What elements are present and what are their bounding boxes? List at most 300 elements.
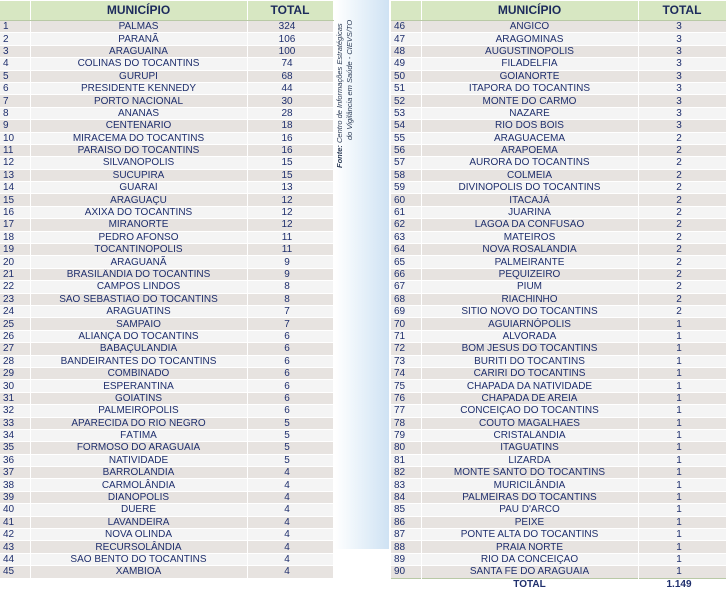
municipality-name: ALVORADA xyxy=(421,330,638,342)
table-row xyxy=(391,541,726,553)
row-number: 22 xyxy=(0,281,30,293)
row-number: 29 xyxy=(0,367,30,379)
municipality-name: LAVANDEIRA xyxy=(30,516,247,528)
row-total: 4 xyxy=(247,491,333,503)
row-number: 17 xyxy=(0,219,30,231)
municipality-name: PALMEIRÓPOLIS xyxy=(30,405,247,417)
row-number: 57 xyxy=(391,157,421,169)
row-number: 74 xyxy=(391,367,421,379)
municipality-name: FILADÉLFIA xyxy=(421,58,638,70)
total-header: TOTAL xyxy=(247,1,333,21)
row-total: 6 xyxy=(247,343,333,355)
municipality-name: BANDEIRANTES DO TOCANTINS xyxy=(30,355,247,367)
table-row xyxy=(391,95,726,107)
row-number: 25 xyxy=(0,318,30,330)
row-number: 55 xyxy=(391,132,421,144)
municipality-name: MONTE SANTO DO TOCANTINS xyxy=(421,467,638,479)
table-row xyxy=(0,417,333,429)
table-row xyxy=(391,429,726,441)
row-total: 15 xyxy=(247,169,333,181)
municipality-name: PAU D'ARCO xyxy=(421,504,638,516)
table-body-right xyxy=(391,21,726,579)
row-number: 69 xyxy=(391,305,421,317)
table-row xyxy=(0,318,333,330)
table-row xyxy=(0,330,333,342)
row-number: 42 xyxy=(0,529,30,541)
row-number: 86 xyxy=(391,516,421,528)
table-row xyxy=(0,206,333,218)
municipality-name: AXIXÁ DO TOCANTINS xyxy=(30,206,247,218)
municipality-name: SAMPAIO xyxy=(30,318,247,330)
row-number: 63 xyxy=(391,231,421,243)
table-row xyxy=(0,120,333,132)
row-number: 10 xyxy=(0,132,30,144)
table-row xyxy=(391,157,726,169)
table-row xyxy=(391,305,726,317)
municipality-name: CHAPADA DA NATIVIDADE xyxy=(421,380,638,392)
row-total: 7 xyxy=(247,318,333,330)
municipality-name: NOVA ROSALÂNDIA xyxy=(421,244,638,256)
table-row xyxy=(0,293,333,305)
table-row xyxy=(0,392,333,404)
row-number: 84 xyxy=(391,491,421,503)
municipio-header: MUNICÍPIO xyxy=(421,1,638,21)
row-number: 39 xyxy=(0,491,30,503)
row-total: 106 xyxy=(247,33,333,45)
row-number: 81 xyxy=(391,454,421,466)
row-total: 4 xyxy=(247,504,333,516)
municipality-table-right xyxy=(391,0,726,590)
source-text-1: Centro de Informações Estratégicas xyxy=(335,23,344,143)
municipality-name: PEIXE xyxy=(421,516,638,528)
table-row xyxy=(0,281,333,293)
row-number: 19 xyxy=(0,244,30,256)
municipality-name: PRAIA NORTE xyxy=(421,541,638,553)
row-number: 36 xyxy=(0,454,30,466)
municipality-name: ARAGUATINS xyxy=(30,305,247,317)
total-label: TOTAL xyxy=(421,578,638,590)
row-number: 37 xyxy=(0,467,30,479)
table-row xyxy=(391,380,726,392)
municipality-name: PRESIDENTE KENNEDY xyxy=(30,82,247,94)
row-total: 2 xyxy=(638,268,726,280)
row-number: 79 xyxy=(391,429,421,441)
row-total: 1 xyxy=(638,454,726,466)
row-total: 6 xyxy=(247,330,333,342)
row-total: 5 xyxy=(247,454,333,466)
row-total: 2 xyxy=(638,182,726,194)
row-number: 56 xyxy=(391,144,421,156)
table-row xyxy=(0,33,333,45)
row-total: 12 xyxy=(247,194,333,206)
row-number: 20 xyxy=(0,256,30,268)
row-number: 2 xyxy=(0,33,30,45)
row-total: 3 xyxy=(638,95,726,107)
table-row xyxy=(0,244,333,256)
table-row xyxy=(0,256,333,268)
row-number: 50 xyxy=(391,70,421,82)
table-row xyxy=(391,516,726,528)
row-number: 38 xyxy=(0,479,30,491)
municipality-name: BRASILÂNDIA DO TOCANTINS xyxy=(30,268,247,280)
municipality-name: SUCUPIRA xyxy=(30,169,247,181)
municipality-name: LAGOA DA CONFUSÃO xyxy=(421,219,638,231)
table-row xyxy=(391,566,726,578)
row-total: 2 xyxy=(638,144,726,156)
row-total: 9 xyxy=(247,256,333,268)
row-number: 66 xyxy=(391,268,421,280)
row-number: 43 xyxy=(0,541,30,553)
row-total: 4 xyxy=(247,566,333,578)
row-total: 5 xyxy=(247,442,333,454)
municipality-name: COLMEIA xyxy=(421,169,638,181)
row-total: 2 xyxy=(638,281,726,293)
source-line-1 xyxy=(335,0,345,168)
row-number: 44 xyxy=(0,553,30,565)
table-body-left xyxy=(0,21,333,578)
table-row xyxy=(391,231,726,243)
table-row xyxy=(0,169,333,181)
row-number: 82 xyxy=(391,467,421,479)
table-row xyxy=(391,107,726,119)
municipality-name: PIUM xyxy=(421,281,638,293)
row-total: 1 xyxy=(638,429,726,441)
row-total: 1 xyxy=(638,355,726,367)
index-header xyxy=(391,1,421,21)
table-row xyxy=(391,454,726,466)
total-header: TOTAL xyxy=(638,1,726,21)
source-line-2: do Vigilância em Saúde - CIEVS/TO xyxy=(345,19,354,140)
row-number: 12 xyxy=(0,157,30,169)
row-total: 1 xyxy=(638,343,726,355)
table-row xyxy=(391,70,726,82)
row-number: 71 xyxy=(391,330,421,342)
row-number: 15 xyxy=(0,194,30,206)
municipality-name: ITACAJÁ xyxy=(421,194,638,206)
row-total: 3 xyxy=(638,33,726,45)
row-number: 28 xyxy=(0,355,30,367)
municipality-name: NOVA OLINDA xyxy=(30,529,247,541)
table-row xyxy=(0,454,333,466)
municipality-name: BABAÇULÂNDIA xyxy=(30,343,247,355)
row-total: 6 xyxy=(247,392,333,404)
table-row xyxy=(391,330,726,342)
table-row xyxy=(0,380,333,392)
row-total: 3 xyxy=(638,70,726,82)
table-row xyxy=(0,405,333,417)
row-total: 44 xyxy=(247,82,333,94)
municipality-name: AUGUSTINÓPOLIS xyxy=(421,45,638,57)
municipality-name: ANGICO xyxy=(421,21,638,33)
row-number: 18 xyxy=(0,231,30,243)
row-number: 33 xyxy=(0,417,30,429)
row-total: 4 xyxy=(247,529,333,541)
row-number: 58 xyxy=(391,169,421,181)
index-header xyxy=(0,1,30,21)
table-row xyxy=(391,367,726,379)
row-number: 8 xyxy=(0,107,30,119)
row-total: 1 xyxy=(638,318,726,330)
table-row xyxy=(0,182,333,194)
row-number: 73 xyxy=(391,355,421,367)
table-row xyxy=(0,45,333,57)
municipality-name: CARIRI DO TOCANTINS xyxy=(421,367,638,379)
row-total: 3 xyxy=(638,21,726,33)
municipality-name: SANTA FÉ DO ARAGUAIA xyxy=(421,566,638,578)
table-row xyxy=(0,305,333,317)
row-total: 2 xyxy=(638,256,726,268)
table-row xyxy=(0,553,333,565)
row-number: 24 xyxy=(0,305,30,317)
row-number: 21 xyxy=(0,268,30,280)
municipality-name: MIRACEMA DO TOCANTINS xyxy=(30,132,247,144)
row-total: 30 xyxy=(247,95,333,107)
row-number: 14 xyxy=(0,182,30,194)
row-total: 4 xyxy=(247,516,333,528)
municipality-name: ARAGUAÇU xyxy=(30,194,247,206)
table-row xyxy=(0,566,333,578)
municipality-name: BARROLÂNDIA xyxy=(30,467,247,479)
row-number: 46 xyxy=(391,21,421,33)
municipality-name: ESPERANTINA xyxy=(30,380,247,392)
table-header-row xyxy=(0,1,333,21)
row-total: 1 xyxy=(638,442,726,454)
municipality-name: RIACHINHO xyxy=(421,293,638,305)
municipality-name: GOIATINS xyxy=(30,392,247,404)
municipality-name: ITAGUATINS xyxy=(421,442,638,454)
row-total: 4 xyxy=(247,479,333,491)
municipality-name: MURICILÂNDIA xyxy=(421,479,638,491)
row-total: 1 xyxy=(638,566,726,578)
municipio-header: MUNICÍPIO xyxy=(30,1,247,21)
row-number: 40 xyxy=(0,504,30,516)
table-row xyxy=(391,244,726,256)
table-row xyxy=(0,82,333,94)
row-total: 1 xyxy=(638,417,726,429)
table-row xyxy=(391,194,726,206)
municipality-name: PARANÃ xyxy=(30,33,247,45)
table-row xyxy=(391,442,726,454)
table-row xyxy=(391,529,726,541)
table-row xyxy=(0,268,333,280)
municipality-name: ARAGUAÍNA xyxy=(30,45,247,57)
row-total: 2 xyxy=(638,305,726,317)
municipality-name: FORMOSO DO ARAGUAIA xyxy=(30,442,247,454)
row-total: 11 xyxy=(247,244,333,256)
row-total: 1 xyxy=(638,467,726,479)
municipality-name: PORTO NACIONAL xyxy=(30,95,247,107)
row-total: 12 xyxy=(247,219,333,231)
row-total: 8 xyxy=(247,293,333,305)
table-row xyxy=(0,231,333,243)
municipality-name: LIZARDA xyxy=(421,454,638,466)
municipality-name: AURORA DO TOCANTINS xyxy=(421,157,638,169)
table-row xyxy=(0,144,333,156)
row-total: 3 xyxy=(638,82,726,94)
row-number: 48 xyxy=(391,45,421,57)
row-total: 5 xyxy=(247,417,333,429)
table-row xyxy=(391,392,726,404)
municipality-name: DUERÉ xyxy=(30,504,247,516)
row-total: 1 xyxy=(638,516,726,528)
municipality-name: PONTE ALTA DO TOCANTINS xyxy=(421,529,638,541)
municipality-name: DIVINÓPOLIS DO TOCANTINS xyxy=(421,182,638,194)
row-number: 11 xyxy=(0,144,30,156)
municipality-name: CRISTALÂNDIA xyxy=(421,429,638,441)
row-number: 83 xyxy=(391,479,421,491)
table-row xyxy=(391,467,726,479)
municipality-name: ALIANÇA DO TOCANTINS xyxy=(30,330,247,342)
table-row xyxy=(391,553,726,565)
row-number: 31 xyxy=(0,392,30,404)
municipality-name: CONCEIÇÃO DO TOCANTINS xyxy=(421,405,638,417)
row-total: 8 xyxy=(247,281,333,293)
total-row-index xyxy=(391,578,421,590)
municipality-name: MONTE DO CARMO xyxy=(421,95,638,107)
row-total: 6 xyxy=(247,405,333,417)
municipality-name: FÁTIMA xyxy=(30,429,247,441)
row-number: 34 xyxy=(0,429,30,441)
table-row xyxy=(0,467,333,479)
table-row xyxy=(0,194,333,206)
municipality-name: SILVANÓPOLIS xyxy=(30,157,247,169)
table-row xyxy=(391,318,726,330)
municipality-name: COMBINADO xyxy=(30,367,247,379)
table-row xyxy=(0,219,333,231)
municipality-name: PARAÍSO DO TOCANTINS xyxy=(30,144,247,156)
table-row xyxy=(0,355,333,367)
row-number: 90 xyxy=(391,566,421,578)
row-total: 7 xyxy=(247,305,333,317)
municipality-name: PALMEIRAS DO TOCANTINS xyxy=(421,491,638,503)
municipality-name: MATEIROS xyxy=(421,231,638,243)
source-note xyxy=(335,0,375,168)
row-number: 5 xyxy=(0,70,30,82)
row-total: 2 xyxy=(638,157,726,169)
table-header-row xyxy=(391,1,726,21)
table-row xyxy=(0,21,333,33)
row-number: 49 xyxy=(391,58,421,70)
table-row xyxy=(0,504,333,516)
row-number: 13 xyxy=(0,169,30,181)
municipality-name: ARAGUACEMA xyxy=(421,132,638,144)
table-row xyxy=(391,206,726,218)
municipality-name: BURITI DO TOCANTINS xyxy=(421,355,638,367)
table-row xyxy=(391,120,726,132)
row-number: 6 xyxy=(0,82,30,94)
row-total: 2 xyxy=(638,194,726,206)
row-number: 54 xyxy=(391,120,421,132)
row-total: 5 xyxy=(247,429,333,441)
table-row xyxy=(0,429,333,441)
table-row xyxy=(0,516,333,528)
municipality-name: TOCANTINÓPOLIS xyxy=(30,244,247,256)
row-number: 75 xyxy=(391,380,421,392)
row-number: 27 xyxy=(0,343,30,355)
table-row xyxy=(391,343,726,355)
table-row xyxy=(391,182,726,194)
row-total: 1 xyxy=(638,367,726,379)
municipality-name: ARAGUANÃ xyxy=(30,256,247,268)
table-row xyxy=(391,33,726,45)
row-number: 64 xyxy=(391,244,421,256)
municipality-table-left xyxy=(0,0,334,578)
municipality-name: CENTENÁRIO xyxy=(30,120,247,132)
table-row xyxy=(391,504,726,516)
row-total: 1 xyxy=(638,405,726,417)
row-total: 74 xyxy=(247,58,333,70)
municipality-name: RIO DOS BOIS xyxy=(421,120,638,132)
row-number: 67 xyxy=(391,281,421,293)
municipality-name: JUARINA xyxy=(421,206,638,218)
row-total: 16 xyxy=(247,144,333,156)
row-total: 13 xyxy=(247,182,333,194)
row-total: 2 xyxy=(638,231,726,243)
row-total: 3 xyxy=(638,45,726,57)
row-total: 68 xyxy=(247,70,333,82)
row-total: 2 xyxy=(638,219,726,231)
row-number: 80 xyxy=(391,442,421,454)
table-row xyxy=(391,132,726,144)
table-row xyxy=(0,479,333,491)
municipality-name: ARAGOMINAS xyxy=(421,33,638,45)
row-number: 65 xyxy=(391,256,421,268)
table-row xyxy=(391,58,726,70)
row-total: 100 xyxy=(247,45,333,57)
table-row xyxy=(391,169,726,181)
table-row xyxy=(0,541,333,553)
row-total: 12 xyxy=(247,206,333,218)
table-row xyxy=(0,367,333,379)
row-number: 23 xyxy=(0,293,30,305)
municipality-name: DIANÓPOLIS xyxy=(30,491,247,503)
municipality-name: ITAPORÃ DO TOCANTINS xyxy=(421,82,638,94)
row-total: 1 xyxy=(638,553,726,565)
row-number: 52 xyxy=(391,95,421,107)
row-number: 60 xyxy=(391,194,421,206)
municipality-name: GURUPI xyxy=(30,70,247,82)
row-total: 1 xyxy=(638,392,726,404)
municipality-name: AGUIARNÓPOLIS xyxy=(421,318,638,330)
row-number: 61 xyxy=(391,206,421,218)
table-row xyxy=(0,70,333,82)
municipality-name: COLINAS DO TOCANTINS xyxy=(30,58,247,70)
row-total: 18 xyxy=(247,120,333,132)
row-number: 85 xyxy=(391,504,421,516)
municipality-name: XAMBIOÁ xyxy=(30,566,247,578)
municipality-name: CHAPADA DE AREIA xyxy=(421,392,638,404)
row-total: 1 xyxy=(638,491,726,503)
row-number: 77 xyxy=(391,405,421,417)
row-total: 9 xyxy=(247,268,333,280)
row-number: 16 xyxy=(0,206,30,218)
table-row xyxy=(391,479,726,491)
municipality-name: RIO DA CONCEIÇÃO xyxy=(421,553,638,565)
municipality-name: NAZARÉ xyxy=(421,107,638,119)
municipality-name: RECURSOLÂNDIA xyxy=(30,541,247,553)
row-total: 1 xyxy=(638,504,726,516)
table-row xyxy=(0,107,333,119)
table-row xyxy=(0,529,333,541)
table-row xyxy=(0,95,333,107)
row-total: 4 xyxy=(247,467,333,479)
row-total: 1 xyxy=(638,330,726,342)
row-number: 1 xyxy=(0,21,30,33)
row-number: 89 xyxy=(391,553,421,565)
row-number: 51 xyxy=(391,82,421,94)
total-value: 1.149 xyxy=(638,578,726,590)
municipality-name: MIRANORTE xyxy=(30,219,247,231)
